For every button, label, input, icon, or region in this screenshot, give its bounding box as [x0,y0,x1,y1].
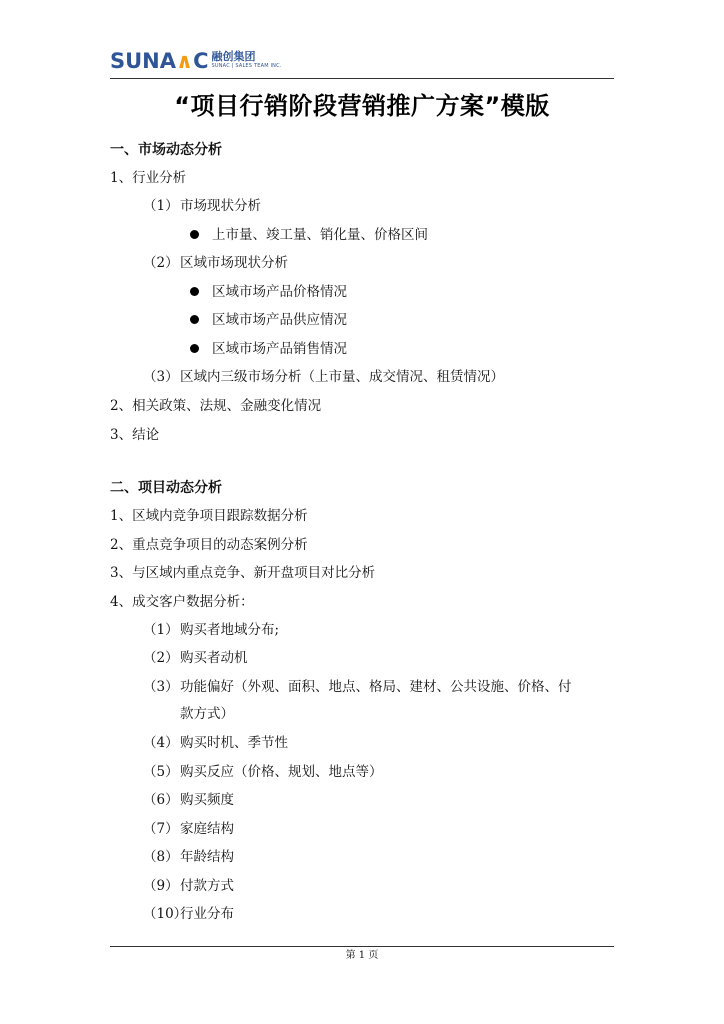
sub-item-text: 购买频度 [180,792,234,808]
sub-item-text: 购买时机、季节性 [180,735,288,751]
page-number: 第 1 页 [345,950,379,961]
sunac-logo [110,50,282,72]
bullet-dot-icon [190,315,199,324]
logo-text-block [212,50,282,70]
section-heading-market: 一、市场动态分析 [110,142,222,158]
logo-english-name: SUNAC | SALES TEAM INC. [211,63,282,69]
sub-item-text: 功能偏好（外观、面积、地点、格局、建材、公共设施、价格、付 [180,679,572,695]
list-item: 3、与区域内重点竞争、新开盘项目对比分析 [110,565,376,581]
sub-item-text: 家庭结构 [180,821,234,837]
bullet-item: 上市量、竣工量、销化量、价格区间 [212,227,428,243]
sub-item-text-continued: 款方式） [180,706,234,722]
bullet-dot-icon [190,287,199,296]
sub-item-text: 购买反应（价格、规划、地点等） [180,764,383,780]
list-item: 1、区域内竞争项目跟踪数据分析 [110,508,308,524]
logo-chinese-name: 融创集团 [211,50,256,63]
sub-item-market-status: 市场现状分析 [180,198,261,214]
sub-item-number: （8） [143,849,179,865]
bullet-item: 区域市场产品供应情况 [212,312,347,328]
sub-item-text: 年龄结构 [180,849,234,865]
section-heading-project: 二、项目动态分析 [110,480,222,496]
sub-item-number: （1） [143,198,179,214]
list-item-conclusion: 3、结论 [110,427,160,443]
list-item-industry-analysis: 1、行业分析 [110,170,187,186]
sub-item-text: 购买者动机 [180,650,248,666]
bullet-dot-icon [190,344,199,353]
footer-divider [110,946,614,947]
page-header [110,50,614,80]
sub-item-number: （5） [143,764,179,780]
sub-item-number: （6） [143,792,179,808]
sub-item-number: （3） [143,369,179,385]
list-item: 4、成交客户数据分析： [110,594,254,610]
sub-item-number: （4） [143,735,179,751]
logo-wordmark [110,50,209,72]
sub-item-number: （3） [143,679,179,695]
sub-item-number: （9） [143,878,179,894]
logo-word-right: C [193,49,209,73]
sub-item-text: 购买者地域分布; [180,622,280,638]
logo-word-accent: ∧ [176,49,194,73]
bullet-dot-icon [190,230,199,239]
sub-item-text: 付款方式 [180,878,234,894]
bullet-item: 区域市场产品价格情况 [212,284,347,300]
list-item-policy: 2、相关政策、法规、金融变化情况 [110,398,322,414]
bullet-item: 区域市场产品销售情况 [212,341,347,357]
sub-item-number: （2） [143,255,179,271]
list-item: 2、重点竞争项目的动态案例分析 [110,537,308,553]
sub-item-number: （10） [143,906,188,922]
document-title: “项目行销阶段营销推广方案”模版 [174,92,550,120]
sub-item-number: （1） [143,622,179,638]
header-divider [110,78,614,79]
sub-item-number: （2） [143,650,179,666]
logo-word-left: SUNA [110,49,177,73]
sub-item-number: （7） [143,821,179,837]
sub-item-tertiary-market: 区域内三级市场分析（上市量、成交情况、租赁情况） [180,369,504,385]
sub-item-text: 行业分布 [180,906,234,922]
sub-item-regional-market: 区域市场现状分析 [180,255,288,271]
